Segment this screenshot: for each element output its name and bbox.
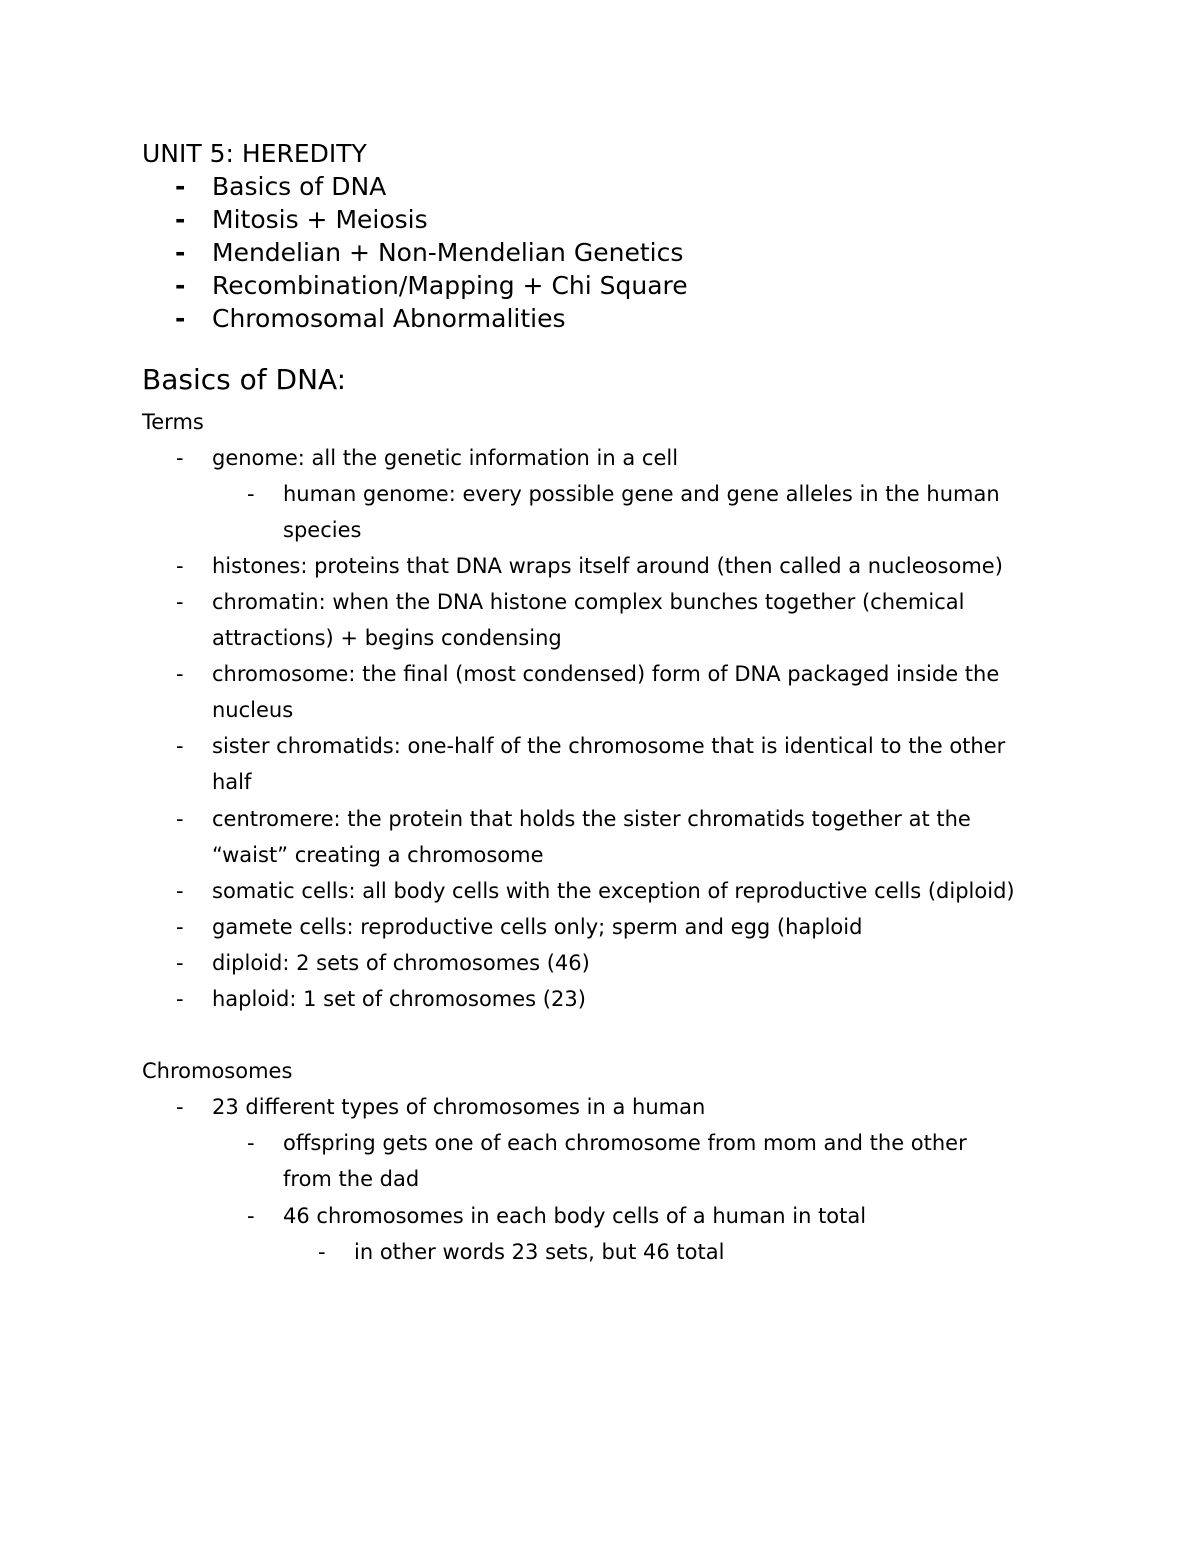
term-bullet: - <box>176 987 184 1011</box>
topic-bullet: - <box>175 238 186 267</box>
term-bullet: - <box>176 879 184 903</box>
term-bullet: - <box>247 482 255 506</box>
term-gamete-cells: gamete cells: reproductive cells only; sperm and egg (haploid <box>212 915 863 939</box>
term-chromosome-cont: nucleus <box>212 698 294 722</box>
term-somatic-cells: somatic cells: all body cells with the exception of reproductive cells (diploid) <box>212 879 1015 903</box>
term-haploid: haploid: 1 set of chromosomes (23) <box>212 987 586 1011</box>
term-bullet: - <box>176 590 184 614</box>
term-centromere-cont: “waist” creating a chromosome <box>212 843 544 867</box>
topic-bullet: - <box>175 172 186 201</box>
term-bullet: - <box>176 807 184 831</box>
term-bullet: - <box>176 915 184 939</box>
topic-item: Mitosis + Meiosis <box>212 205 428 234</box>
unit-title: UNIT 5: HEREDITY <box>142 139 367 168</box>
topic-bullet: - <box>175 304 186 333</box>
term-sister-chromatids: sister chromatids: one-half of the chromosome that is identical to the other <box>212 734 1006 758</box>
term-bullet: - <box>176 662 184 686</box>
chromosome-types: 23 different types of chromosomes in a human <box>212 1095 706 1119</box>
chromosome-total: 46 chromosomes in each body cells of a human in total <box>283 1204 867 1228</box>
term-sister-chromatids-cont: half <box>212 770 252 794</box>
chromosome-bullet: - <box>318 1240 326 1264</box>
term-histones: histones: proteins that DNA wraps itself around (then called a nucleosome) <box>212 554 1003 578</box>
term-chromatin-cont: attractions) + begins condensing <box>212 626 562 650</box>
term-bullet: - <box>176 446 184 470</box>
chromosome-other-words: in other words 23 sets, but 46 total <box>354 1240 725 1264</box>
chromosome-offspring: offspring gets one of each chromosome from mom and the other <box>283 1131 967 1155</box>
term-genome: genome: all the genetic information in a cell <box>212 446 679 470</box>
term-bullet: - <box>176 734 184 758</box>
term-human-genome: human genome: every possible gene and gene alleles in the human <box>283 482 1000 506</box>
topic-item: Mendelian + Non-Mendelian Genetics <box>212 238 684 267</box>
chromosome-bullet: - <box>176 1095 184 1119</box>
term-chromatin: chromatin: when the DNA histone complex bunches together (chemical <box>212 590 965 614</box>
section-heading: Basics of DNA: <box>142 363 347 396</box>
term-human-genome-cont: species <box>283 518 362 542</box>
term-bullet: - <box>176 951 184 975</box>
topic-item: Chromosomal Abnormalities <box>212 304 566 333</box>
topic-item: Basics of DNA <box>212 172 387 201</box>
term-bullet: - <box>176 554 184 578</box>
topic-item: Recombination/Mapping + Chi Square <box>212 271 688 300</box>
term-centromere: centromere: the protein that holds the sister chromatids together at the <box>212 807 971 831</box>
terms-label: Terms <box>142 410 204 434</box>
chromosomes-label: Chromosomes <box>142 1059 293 1083</box>
term-chromosome: chromosome: the final (most condensed) form of DNA packaged inside the <box>212 662 1000 686</box>
topic-bullet: - <box>175 205 186 234</box>
chromosome-offspring-cont: from the dad <box>283 1167 420 1191</box>
chromosome-bullet: - <box>247 1131 255 1155</box>
chromosome-bullet: - <box>247 1204 255 1228</box>
term-diploid: diploid: 2 sets of chromosomes (46) <box>212 951 590 975</box>
topic-bullet: - <box>175 271 186 300</box>
